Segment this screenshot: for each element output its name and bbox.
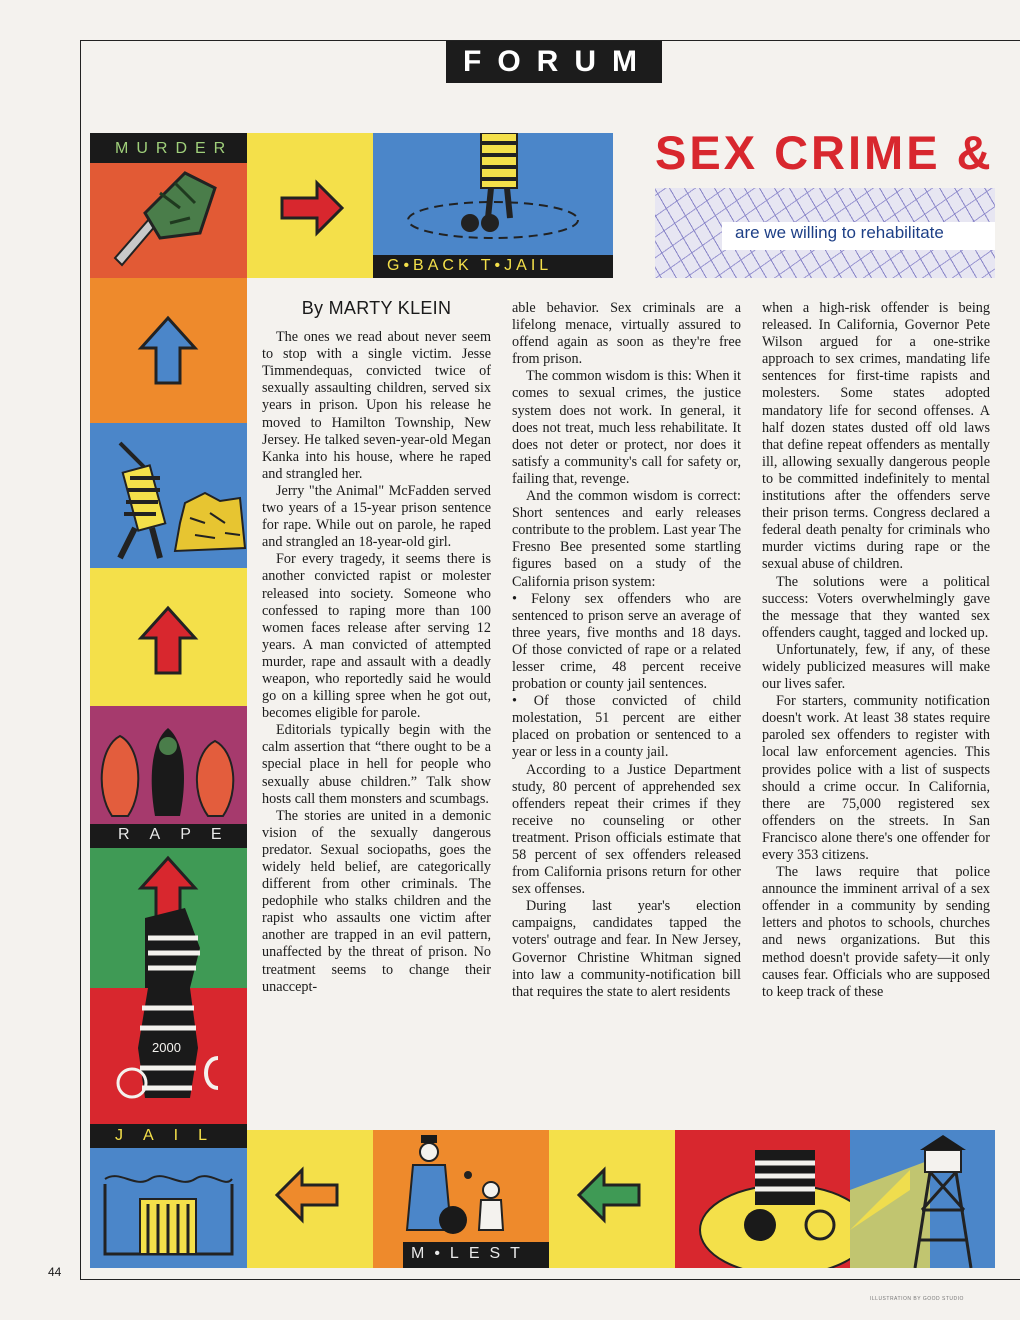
section-label: FORUM	[446, 41, 662, 83]
arrow-up-icon	[90, 848, 247, 988]
arrow-left-icon	[549, 1130, 675, 1268]
paragraph: Unfortunately, few, if any, of these widely publicized measures will make our lives safer.	[762, 641, 990, 693]
arrow-up-icon	[90, 278, 247, 423]
board-label-rape: RAPE	[118, 826, 242, 843]
tile-watchtower	[850, 1130, 995, 1268]
tile-go-back-to-jail	[373, 133, 613, 278]
article-column-3	[762, 300, 990, 1001]
svg-text:2000: 2000	[152, 1040, 181, 1055]
dek: are we willing to rehabilitate	[735, 223, 944, 242]
tile-murder	[90, 133, 247, 278]
arrow-up-icon	[90, 568, 247, 706]
paragraph: Jerry "the Animal" McFadden served two years of a 15-year prison sentence for rape. While out on parole, he raped and strangled an 18-year-old girl.	[262, 482, 491, 551]
paragraph: • Of those convicted of child molestation, 51 percent are either placed on probation or sentenced to a year or less in a county jail.	[512, 693, 741, 761]
prisoner-breaking-rocks-icon	[90, 423, 247, 568]
headline: SEX CRIME &	[655, 126, 994, 179]
paragraph: The common wisdom is this: When it comes to sexual crimes, the justice system does not work. In general, it does not treat, much less rehabilitate. It does not deter or protect, nor does it satisfy a community's call for safety or, failing that, revenge.	[512, 368, 741, 487]
board-label-jail: JAIL	[115, 1127, 228, 1144]
paragraph: For every tragedy, it seems there is another convicted rapist or molester released into society. Someone who confessed to raping more than 100 women faces release after serving 12 years. A man convicted of attempted murder, rape and assault with a deadly weapon, who reportedly said he would go on a killing spree when he got out, becomes eligible for parole.	[262, 551, 491, 722]
tile-prisoner-rocks	[90, 423, 247, 568]
page-number: 44	[48, 1265, 62, 1279]
paragraph: For starters, community notification doesn't work. At least 38 states require paroled sex offenders to register with local law enforcement agencies. This provides police with a list of suspects should a crime occur. In California, there are 75,000 registered sex offenders on the streets. In San Francisco alone there's one offender for every 353 citizens.	[762, 693, 990, 863]
paragraph: The laws require that police announce the imminent arrival of a sex offender in a community by sending letters and photos to schools, churches and news organizations. But this method doesn't provide safety—it only causes fear. Officials who are supposed to keep track of these	[762, 864, 990, 1000]
paragraph: According to a Justice Department study, 80 percent of apprehended sex offenders repeat their crimes if they receive no counseling or other treatment. Prison officials estimate that 58 percent of sex offenders released from California prisons return for other sex offenses.	[512, 761, 741, 898]
tile-hand	[90, 988, 247, 1124]
ball-chain-icon	[675, 1130, 850, 1268]
paragraph: able behavior. Sex criminals are a lifelong menace, virtually assured to offend again as soon as they're free from prison.	[512, 300, 741, 368]
tile-rape	[90, 706, 247, 848]
arrow-right-icon	[247, 133, 373, 278]
arrow-left-icon	[247, 1130, 373, 1268]
tile-yellow-top	[247, 133, 373, 278]
paragraph: • Felony sex offenders who are sentenced to prison serve an average of three years, five months and 18 days. Of those convicted of rape or a related lesser crime, 48 percent receive probation or county jail sentences.	[512, 590, 741, 693]
article-column-1	[262, 300, 491, 996]
illustration-credit: ILLUSTRATION BY GOOD STUDIO	[870, 1296, 964, 1302]
tile-orange-left	[90, 278, 247, 423]
article-column-2	[512, 300, 741, 1001]
tile-ball-chain	[675, 1130, 850, 1268]
paragraph: And the common wisdom is correct: Short sentences and early releases contribute to the problem. Last year The Fresno Bee presented some startling figures based on a study of the California prison system:	[512, 488, 741, 590]
tile-jail	[90, 1124, 247, 1268]
paragraph: The ones we read about never seem to stop with a single victim. Jesse Timmendequas, convicted twice of sexually assaulting children, served six years in prison. Upon his release he moved to Hamilton Township, New Jersey. He talked seven-year-old Megan Kanka into his house, where he raped and strangled her.	[262, 329, 491, 482]
paragraph: The solutions were a political success: Voters overwhelmingly gave the message that they wanted sex offenders caught, tagged and locked up.	[762, 573, 990, 641]
byline: By MARTY KLEIN	[301, 298, 452, 318]
tile-molest	[373, 1130, 549, 1268]
jail-building-icon	[90, 1124, 247, 1268]
prisoner-hand-icon	[90, 988, 247, 1124]
tile-green-left	[90, 848, 247, 988]
tile-yellow-bottom	[247, 1130, 373, 1268]
watchtower-icon	[850, 1130, 995, 1268]
tile-arrow-green-2	[549, 1130, 675, 1268]
paragraph: During last year's election campaigns, candidates tapped the voters' outrage and fear. In New Jersey, Governor Christine Whitman signed into law a community-notification bill that requires the state to alert residents	[512, 898, 741, 1000]
paragraph: Editorials typically begin with the calm assertion that “there ought to be a special place in hell for people who sexually abuse children.” Talk show hosts call them monsters and scumbags.	[262, 722, 491, 807]
paragraph: The stories are united in a demonic vision of the sexually dangerous predator. Sexual sociopaths, goes the widely held belief, are categorically different from other criminals. The pedophile who stalks children and the rapist who assaults one victim after another are trapped in an evil pattern, unaffected by the threat of prison. No treatment seems to change their unaccept-	[262, 807, 491, 995]
board-label-molest: M•LEST	[411, 1245, 530, 1262]
board-label-murder: MURDER	[115, 140, 234, 157]
board-label-go-back-to-jail: G•BACK T•JAIL	[387, 257, 553, 274]
tile-yellow-left	[90, 568, 247, 706]
paragraph: when a high-risk offender is being released. In California, Governor Pete Wilson argued for a one-strike approach to sex crimes, mandating life sentences for first-time rapists and molesters. Some states adopted mandatory life for second offenses. A half dozen states dusted off old laws that define repeat offenders as mentally ill, allowing sexually dangerous people to be committed indefinitely to mental institutions after the offenders serve their prison terms. Congress declared a federal death penalty for criminals who murder victims during rape or the sexual abuse of children.	[762, 300, 990, 573]
